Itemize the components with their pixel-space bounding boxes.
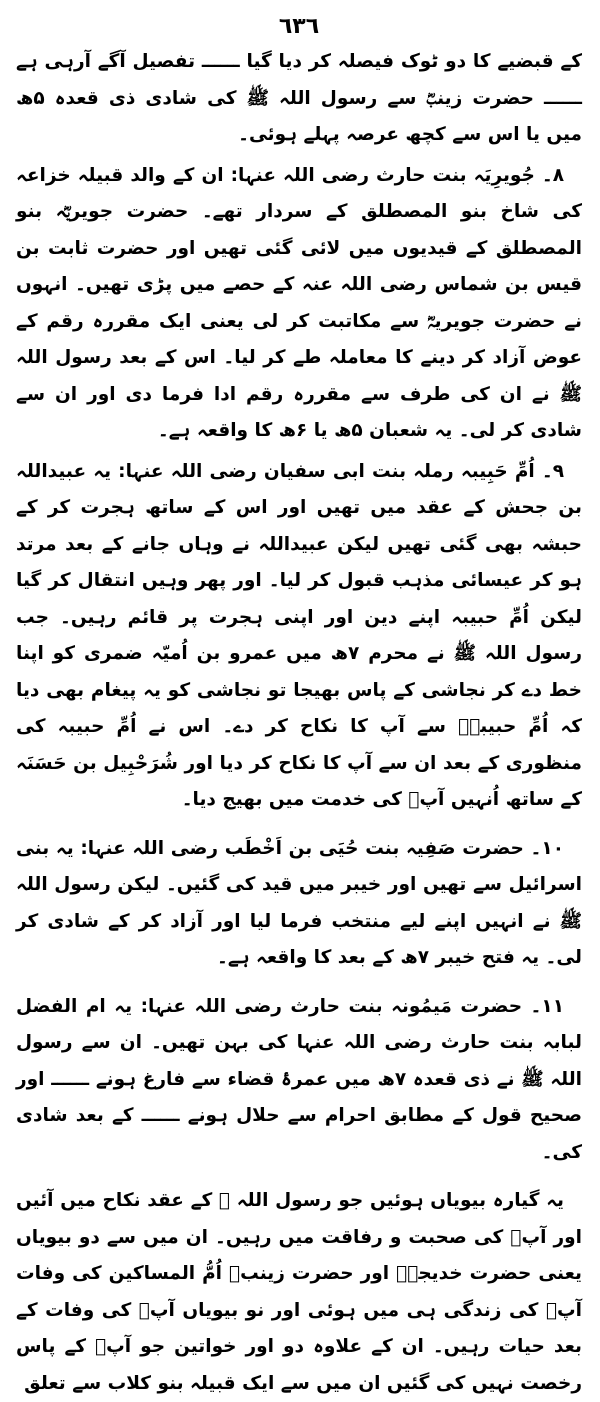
paragraph-umm-habiba: ۹۔ اُمِّ حَبِیبہ رملہ بنت ابی سفیان رضی اللہ عنہا: یہ عبیداللہ بن جحش کے عقد میں تھیں اور اس کے ساتھ ہجرت کر کے حبشہ بھی گئی تھیں لیکن عبیداللہ نے وہاں جانے کے بعد مرتد ہو کر عیسائی مذہب قبول کر لیا۔ اور پھر وہیں انتقال کر گیا لیکن اُمِّ حبیبہ اپنے دین اور اپنی ہجرت پر قائم رہیں۔ جب رسول اللہ ﷺ نے محرم ۷ھ میں عمرو بن اُمیّہ ضمری کو اپنا خط دے کر نجاشی کے پاس بھیجا تو نجاشی کو یہ پیغام بھی دیا کہ اُمِّ حبیبہؓ سے آپ کا نکاح کر دے۔ اس نے اُمِّ حبیبہ کی منظوری کے بعد ان سے آپ کا نکاح کر دیا اور شُرَحْبِیل بن حَسَنَہ کے ساتھ اُنہیں آپؐ کی خدمت میں بھیج دیا۔ (16, 460, 582, 810)
body-text (16, 44, 582, 1402)
page-number: ٦٣٦ (278, 14, 320, 39)
paragraph-juwairiya: ۸۔ جُویرِیَہ بنت حارث رضی اللہ عنہا: ان کے والد قبیلہ خزاعہ کی شاخ بنو المصطلق کے سردار تھے۔ حضرت جویریؓہ بنو المصطلق کے قیدیوں میں لائی گئی تھیں اور حضرت ثابت بن قیس بن شماس رضی اللہ عنہ کے حصے میں پڑی تھیں۔ انہوں نے حضرت جویریہؓ سے مکاتبت کر لی یعنی ایک مقررہ رقم کے عوض آزاد کر دینے کا معاملہ طے کر لیا۔ اس کے بعد رسول اللہ ﷺ نے ان کی طرف سے مقررہ رقم ادا فرما دی اور ان سے شادی کر لی۔ یہ شعبان ۵ھ یا ۶ھ کا واقعہ ہے۔ (16, 164, 582, 441)
paragraph-intro-continuation: کے قبضیے کا دو ٹوک فیصلہ کر دیا گیا ــــــ تفصیل آگے آرہی ہے ــــــ حضرت زینبؓ سے رسول اللہ ﷺ کی شادی ذی قعدہ ۵ھ میں یا اس سے کچھ عرصہ پہلے ہوئی۔ (16, 51, 582, 145)
paragraph-safiyya: ۱۰۔ حضرت صَفِیہ بنت حُیَی بن اَخْطَب رضی اللہ عنہا: یہ بنی اسرائیل سے تھیں اور خیبر میں قید کی گئیں۔ لیکن رسول اللہ ﷺ نے انہیں اپنے لیے منتخب فرما لیا اور آزاد کر کے شادی کر لی۔ یہ فتح خیبر ۷ھ کے بعد کا واقعہ ہے۔ (16, 837, 582, 968)
paragraph-summary: یہ گیارہ بیویاں ہوئیں جو رسول اللہ ﷺ کے عقد نکاح میں آئیں اور آپؐ کی صحبت و رفاقت میں رہیں۔ ان میں سے دو بیویاں یعنی حضرت خدیجہؓ اور حضرت زینبؓ اُمُّ المساکین کی وفات آپؐ کی زندگی ہی میں ہوئی اور نو بیویاں آپؐ کی وفات کے بعد حیات رہیں۔ ان کے علاوہ دو اور خواتین جو آپؐ کے پاس رخصت نہیں کی گئیں ان میں سے ایک قبیلہ بنو کلاب سے تعلق (16, 1190, 582, 1394)
paragraph-maimuna: ۱۱۔ حضرت مَیمُونہ بنت حارث رضی اللہ عنہا: یہ ام الفضل لبابہ بنت حارث رضی اللہ عنہا کی بہن تھیں۔ ان سے رسول اللہ ﷺ نے ذی قعدہ ۷ھ میں عمرۂ قضاء سے فارغ ہونے ــــــ اور صحیح قول کے مطابق احرام سے حلال ہونے ــــــ کے بعد شادی کی۔ (16, 995, 582, 1163)
